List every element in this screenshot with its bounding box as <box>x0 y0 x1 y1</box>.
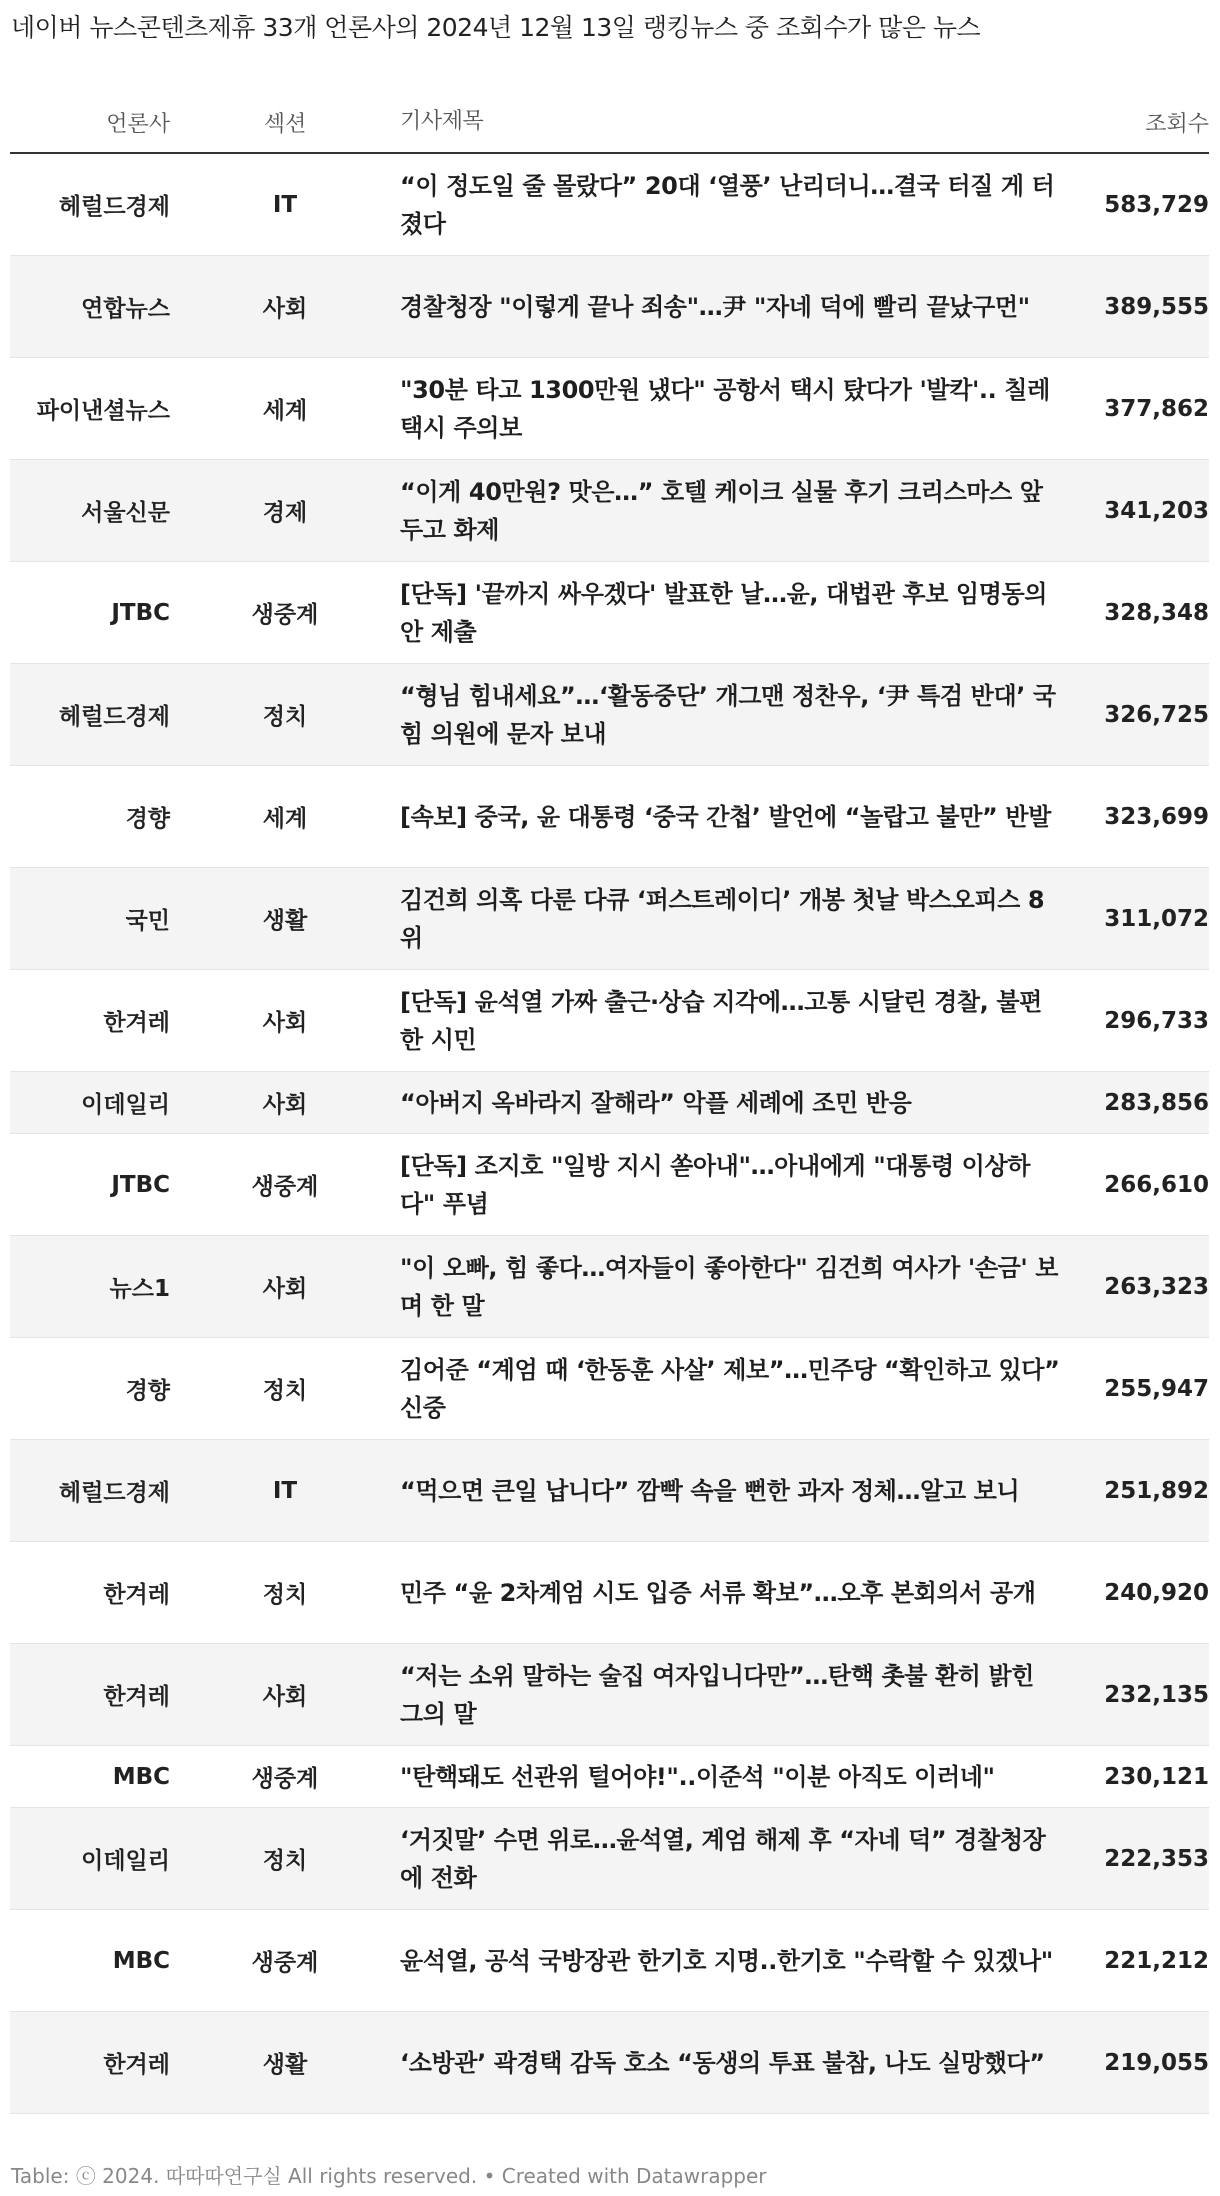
views-cell: 240,920 <box>1104 1579 1209 1606</box>
outlet-cell: 경향 <box>125 1378 170 1404</box>
headline-cell: “형님 힘내세요”…‘활동중단’ 개그맨 정찬우, ‘尹 특검 반대’ 국힘 의원에 문자 보내 <box>400 681 1056 748</box>
table-row <box>10 154 1209 256</box>
table-row <box>10 1910 1209 2012</box>
table-footer: Table: ⓒ 2024. 따따따연구실 All rights reserved. • Created with Datawrapper <box>11 2164 767 2188</box>
headline-cell: [속보] 중국, 윤 대통령 ‘중국 간첩’ 발언에 “놀랍고 불만” 반발 <box>400 802 1051 831</box>
section-cell: 사회 <box>262 1684 308 1710</box>
views-cell: 230,121 <box>1104 1763 1209 1790</box>
headline-cell: [단독] 윤석열 가짜 출근·상습 지각에…고통 시달린 경찰, 불편한 시민 <box>400 987 1042 1054</box>
table-header <box>10 92 1209 154</box>
views-cell: 583,729 <box>1104 191 1209 218</box>
headline-cell: "탄핵돼도 선관위 털어야!"..이준석 "이분 아직도 이러네" <box>400 1762 995 1791</box>
table-row <box>10 1338 1209 1440</box>
views-cell: 263,323 <box>1104 1273 1209 1300</box>
outlet-cell: MBC <box>112 1763 170 1790</box>
section-cell: 생중계 <box>251 1950 319 1976</box>
table-row <box>10 664 1209 766</box>
section-cell: 사회 <box>262 1276 308 1302</box>
table-row <box>10 562 1209 664</box>
section-cell: 생중계 <box>251 1766 319 1792</box>
views-cell: 311,072 <box>1104 905 1209 932</box>
views-cell: 341,203 <box>1104 497 1209 524</box>
outlet-cell: 한겨레 <box>103 1684 170 1710</box>
headline-cell: [단독] '끝까지 싸우겠다' 발표한 날…윤, 대법관 후보 임명동의안 제출 <box>400 579 1048 646</box>
table-row <box>10 1072 1209 1134</box>
views-cell: 255,947 <box>1104 1375 1209 1402</box>
headline-cell: “아버지 옥바라지 잘해라” 악플 세례에 조민 반응 <box>400 1088 912 1117</box>
column-header-section[interactable]: 섹션 <box>263 111 307 137</box>
headline-cell: “먹으면 큰일 납니다” 깜빡 속을 뻔한 과자 정체…알고 보니 <box>400 1476 1020 1505</box>
table-row <box>10 970 1209 1072</box>
headline-cell: 김어준 “계엄 때 ‘한동훈 사살’ 제보”…민주당 “확인하고 있다” 신중 <box>400 1355 1060 1422</box>
outlet-cell: 뉴스1 <box>109 1276 170 1302</box>
table-row <box>10 1644 1209 1746</box>
table-row <box>10 868 1209 970</box>
views-cell: 377,862 <box>1104 395 1209 422</box>
headline-cell: 김건희 의혹 다룬 다큐 ‘퍼스트레이디’ 개봉 첫날 박스오피스 8위 <box>400 885 1045 952</box>
outlet-cell: JTBC <box>111 599 170 626</box>
section-cell: 생중계 <box>251 1174 319 1200</box>
section-cell: 사회 <box>262 1010 308 1036</box>
table-row <box>10 1134 1209 1236</box>
section-cell: 정치 <box>262 1848 308 1874</box>
headline-cell: [단독] 조지호 "일방 지시 쏟아내"…아내에게 "대통령 이상하다" 푸념 <box>400 1151 1031 1218</box>
section-cell: 사회 <box>262 296 308 322</box>
table-row <box>10 256 1209 358</box>
section-cell: 세계 <box>262 398 308 424</box>
outlet-cell: 이데일리 <box>81 1848 170 1874</box>
table-row <box>10 766 1209 868</box>
ranking-table <box>10 92 1209 2114</box>
column-header-views[interactable]: 조회수 <box>1145 111 1209 137</box>
headline-cell: ‘소방관’ 곽경택 감독 호소 “동생의 투표 불참, 나도 실망했다” <box>400 2048 1045 2077</box>
outlet-cell: 이데일리 <box>81 1092 170 1118</box>
section-cell: 정치 <box>262 1582 308 1608</box>
section-cell: IT <box>272 191 298 218</box>
section-cell: 경제 <box>262 500 308 526</box>
table-body <box>10 154 1209 2114</box>
table-row <box>10 1440 1209 1542</box>
table-row <box>10 358 1209 460</box>
section-cell: 생활 <box>262 908 308 934</box>
outlet-cell: 국민 <box>125 908 170 934</box>
headline-cell: “이게 40만원? 맛은…” 호텔 케이크 실물 후기 크리스마스 앞두고 화제 <box>400 477 1043 544</box>
headline-cell: "30분 타고 1300만원 냈다" 공항서 택시 탔다가 '발칵'.. 칠레 택시 주의보 <box>400 375 1050 442</box>
outlet-cell: 헤럴드경제 <box>58 194 170 220</box>
headline-cell: “이 정도일 줄 몰랐다” 20대 ‘열풍’ 난리더니…결국 터질 게 터졌다 <box>400 171 1055 238</box>
views-cell: 222,353 <box>1104 1845 1209 1872</box>
headline-cell: 윤석열, 공석 국방장관 한기호 지명..한기호 "수락할 수 있겠나" <box>400 1946 1053 1975</box>
section-cell: 생중계 <box>251 602 319 628</box>
outlet-cell: 헤럴드경제 <box>58 704 170 730</box>
outlet-cell: 파이낸셜뉴스 <box>36 398 170 424</box>
views-cell: 232,135 <box>1104 1681 1209 1708</box>
section-cell: IT <box>272 1477 298 1504</box>
outlet-cell: JTBC <box>111 1171 170 1198</box>
headline-cell: “저는 소위 말하는 술집 여자입니다만”…탄핵 촛불 환히 밝힌 그의 말 <box>400 1661 1035 1728</box>
views-cell: 389,555 <box>1104 293 1209 320</box>
section-cell: 정치 <box>262 704 308 730</box>
views-cell: 283,856 <box>1104 1089 1209 1116</box>
views-cell: 221,212 <box>1104 1947 1209 1974</box>
table-row <box>10 460 1209 562</box>
column-header-headline[interactable]: 기사제목 <box>400 109 484 134</box>
table-row <box>10 1236 1209 1338</box>
outlet-cell: MBC <box>112 1947 170 1974</box>
section-cell: 생활 <box>262 2052 308 2078</box>
outlet-cell: 연합뉴스 <box>81 296 170 322</box>
views-cell: 323,699 <box>1104 803 1209 830</box>
views-cell: 328,348 <box>1104 599 1209 626</box>
headline-cell: "이 오빠, 힘 좋다…여자들이 좋아한다" 김건희 여사가 '손금' 보며 한 말 <box>400 1253 1059 1320</box>
outlet-cell: 경향 <box>125 806 170 832</box>
outlet-cell: 서울신문 <box>81 500 170 526</box>
views-cell: 266,610 <box>1104 1171 1209 1198</box>
section-cell: 세계 <box>262 806 308 832</box>
section-cell: 사회 <box>262 1092 308 1118</box>
views-cell: 219,055 <box>1104 2049 1209 2076</box>
table-row <box>10 1542 1209 1644</box>
outlet-cell: 한겨레 <box>103 2052 170 2078</box>
views-cell: 251,892 <box>1104 1477 1209 1504</box>
views-cell: 326,725 <box>1104 701 1209 728</box>
outlet-cell: 한겨레 <box>103 1010 170 1036</box>
views-cell: 296,733 <box>1104 1007 1209 1034</box>
table-row <box>10 1808 1209 1910</box>
table-title: 네이버 뉴스콘텐츠제휴 33개 언론사의 2024년 12월 13일 랭킹뉴스 중 조회수가 많은 뉴스 <box>11 13 981 42</box>
table-row <box>10 1746 1209 1808</box>
outlet-cell: 한겨레 <box>103 1582 170 1608</box>
section-cell: 정치 <box>262 1378 308 1404</box>
headline-cell: 경찰청장 "이렇게 끝나 죄송"…尹 "자네 덕에 빨리 끝났구먼" <box>400 292 1030 321</box>
table-row <box>10 2012 1209 2114</box>
headline-cell: ‘거짓말’ 수면 위로…윤석열, 계엄 해제 후 “자네 덕” 경찰청장에 전화 <box>400 1825 1046 1892</box>
headline-cell: 민주 “윤 2차계엄 시도 입증 서류 확보”…오후 본회의서 공개 <box>400 1578 1036 1607</box>
outlet-cell: 헤럴드경제 <box>58 1480 170 1506</box>
column-header-outlet[interactable]: 언론사 <box>106 111 170 137</box>
